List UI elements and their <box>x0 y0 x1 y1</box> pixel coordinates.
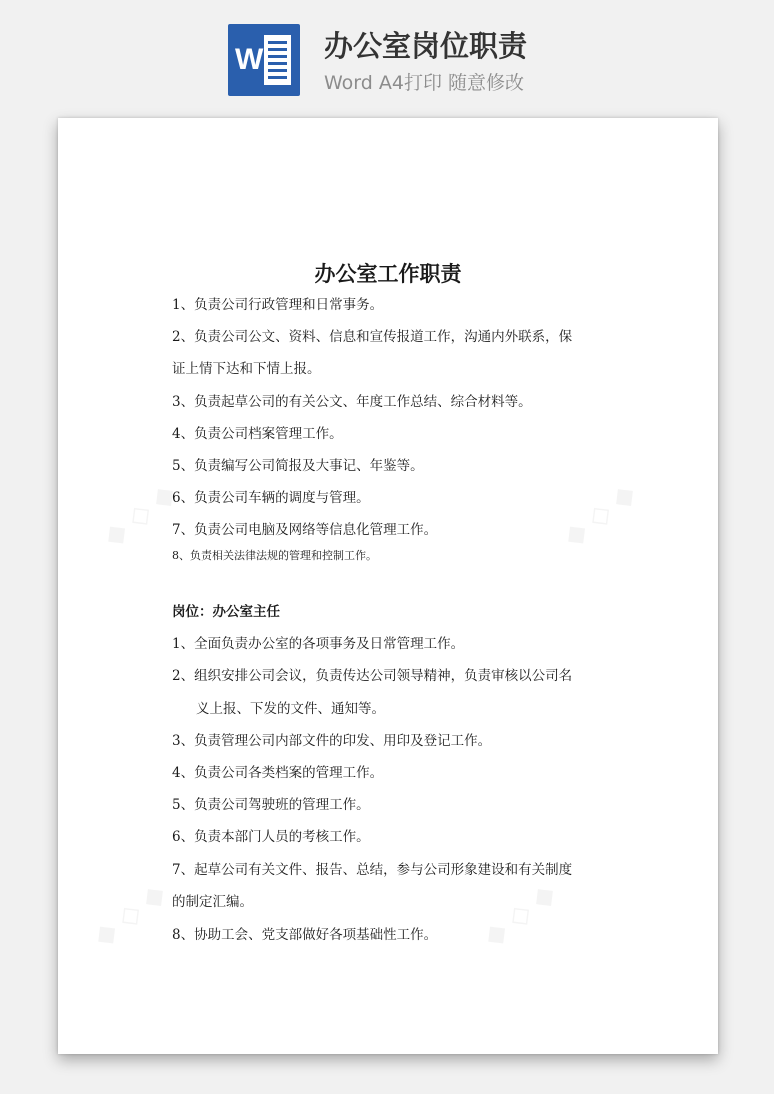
list-item: 3、负责起草公司的有关公文、年度工作总结、综合材料等。 <box>172 394 532 410</box>
list-item: 3、负责管理公司内部文件的印发、用印及登记工作。 <box>172 733 492 749</box>
list-item: 7、起草公司有关文件、报告、总结，参与公司形象建设和有关制度 <box>172 862 573 878</box>
list-item: 5、负责编写公司简报及大事记、年鉴等。 <box>172 458 424 474</box>
list-item: 6、负责本部门人员的考核工作。 <box>172 829 370 845</box>
list-item: 1、负责公司行政管理和日常事务。 <box>172 297 384 313</box>
list-item: 4、负责公司各类档案的管理工作。 <box>172 765 384 781</box>
list-item: 义上报、下发的文件、通知等。 <box>196 701 385 717</box>
word-icon-sheet <box>264 35 291 85</box>
list-item: 8、协助工会、党支部做好各项基础性工作。 <box>172 927 438 943</box>
watermark <box>477 876 562 953</box>
section-heading: 岗位：办公室主任 <box>172 604 280 620</box>
list-item: 7、负责公司电脑及网络等信息化管理工作。 <box>172 522 438 538</box>
list-item: 的制定汇编。 <box>172 894 253 910</box>
list-item: 8、负责相关法律法规的管理和控制工作。 <box>172 549 377 562</box>
document-subheading: Word A4打印 随意修改 <box>324 72 525 94</box>
watermark <box>87 876 172 953</box>
watermark <box>97 476 182 553</box>
header-banner <box>0 0 774 110</box>
list-item: 证上情下达和下情上报。 <box>172 361 321 377</box>
word-icon-letter: W <box>235 43 264 76</box>
list-item: 5、负责公司驾驶班的管理工作。 <box>172 797 370 813</box>
document-title: 办公室工作职责 <box>314 261 462 286</box>
list-item: 4、负责公司档案管理工作。 <box>172 426 343 442</box>
list-item: 1、全面负责办公室的各项事务及日常管理工作。 <box>172 636 465 652</box>
document-page <box>58 118 718 1054</box>
list-item: 2、组织安排公司会议，负责传达公司领导精神，负责审核以公司名 <box>172 668 573 684</box>
list-item: 2、负责公司公文、资料、信息和宣传报道工作，沟通内外联系，保 <box>172 329 573 345</box>
list-item: 6、负责公司车辆的调度与管理。 <box>172 490 370 506</box>
watermark <box>557 476 642 553</box>
document-heading: 办公室岗位职责 <box>324 29 528 63</box>
word-icon <box>228 24 300 96</box>
